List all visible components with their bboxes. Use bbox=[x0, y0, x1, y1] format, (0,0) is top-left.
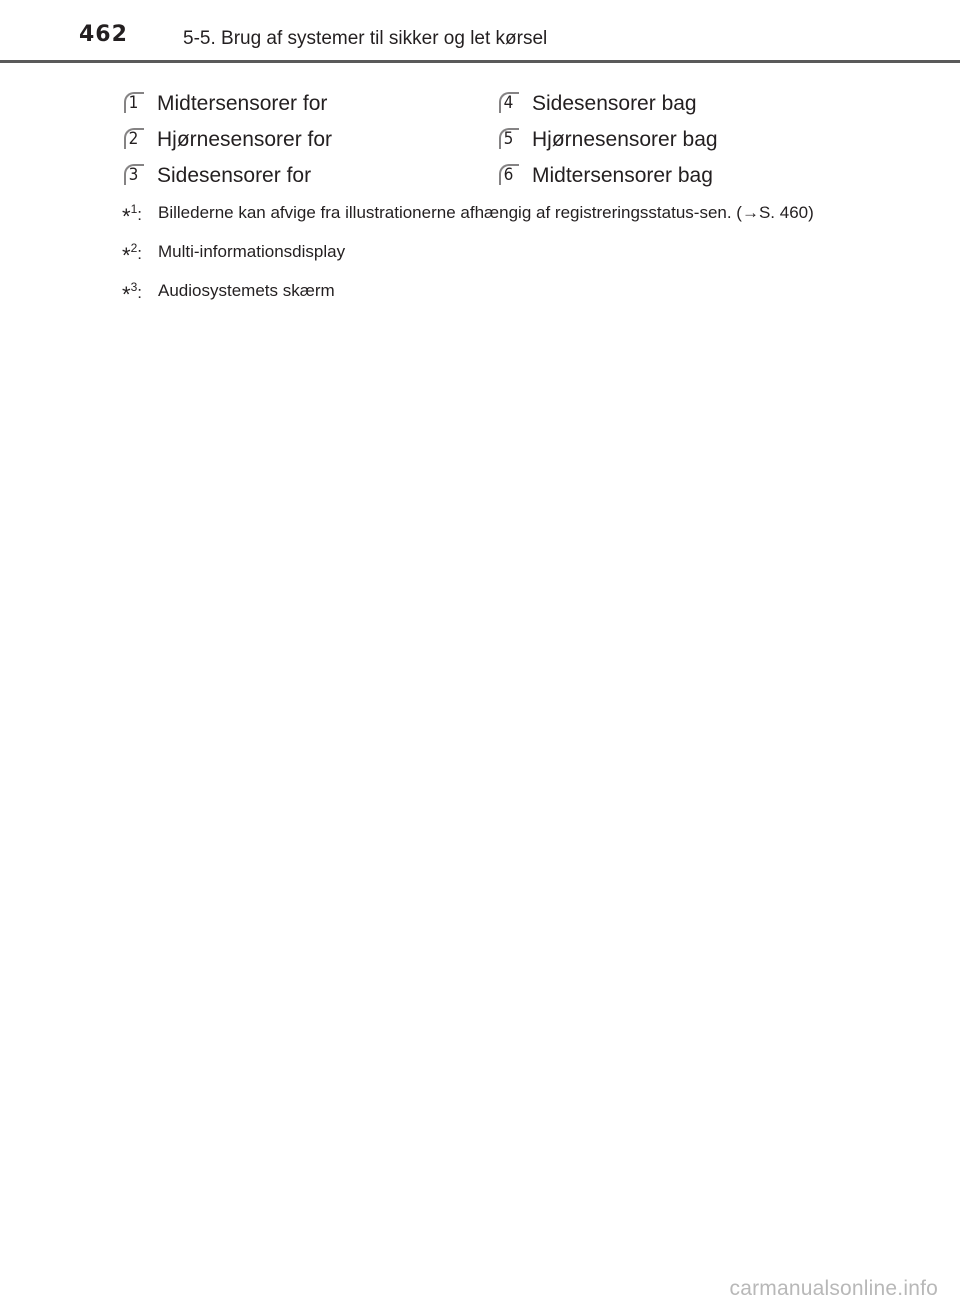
asterisk-icon: * bbox=[122, 243, 131, 268]
page-header bbox=[0, 0, 960, 66]
legend-label: Hjørnesensorer for bbox=[157, 128, 333, 151]
legend-item bbox=[485, 160, 845, 192]
footnote-marker: *$^1$: bbox=[122, 202, 142, 229]
chapter-title: 5-5. Brug af systemer til sikker og let kørsel bbox=[183, 28, 548, 49]
number-badge-icon: 1 bbox=[124, 92, 143, 114]
legend-label: Midtersensorer for bbox=[157, 92, 328, 115]
footnote-marker: *$^3$: bbox=[122, 280, 142, 307]
legend-label: Midtersensorer bag bbox=[532, 164, 713, 187]
footnotes bbox=[122, 200, 842, 317]
footnote-text: Audiosystemets skærm bbox=[158, 281, 335, 300]
footnote-text: Billederne kan afvige fra illustrationerne afhængig af registreringsstatus-sen. (→S. 460) bbox=[158, 203, 814, 222]
number-badge-icon: 2 bbox=[124, 128, 143, 150]
legend-item bbox=[110, 88, 470, 120]
header-divider bbox=[0, 60, 960, 63]
footnote-number: 1 bbox=[130, 202, 138, 216]
page-number: 462 bbox=[79, 22, 128, 47]
legend-label: Sidesensorer bag bbox=[532, 92, 697, 115]
asterisk-icon: * bbox=[122, 282, 131, 307]
legend-label: Sidesensorer for bbox=[157, 164, 312, 187]
legend-item bbox=[485, 88, 845, 120]
footnote-number: 2 bbox=[130, 241, 138, 255]
footnote-number: 3 bbox=[130, 280, 138, 294]
asterisk-icon: * bbox=[122, 204, 131, 229]
footnote-marker: *$^2$: bbox=[122, 241, 142, 268]
footnote bbox=[122, 278, 842, 307]
footnote-text: Multi-informationsdisplay bbox=[158, 242, 346, 261]
footnote bbox=[122, 239, 842, 268]
number-badge-icon: 6 bbox=[499, 164, 518, 186]
watermark: carmanualsonline.info bbox=[729, 1277, 938, 1300]
number-badge-icon: 3 bbox=[124, 164, 143, 186]
footnote bbox=[122, 200, 842, 229]
number-badge-icon: 4 bbox=[499, 92, 518, 114]
number-badge-icon: 5 bbox=[499, 128, 518, 150]
legend-item bbox=[110, 160, 470, 192]
legend-item bbox=[110, 124, 470, 156]
legend-item bbox=[485, 124, 845, 156]
legend-label: Hjørnesensorer bag bbox=[532, 128, 718, 151]
